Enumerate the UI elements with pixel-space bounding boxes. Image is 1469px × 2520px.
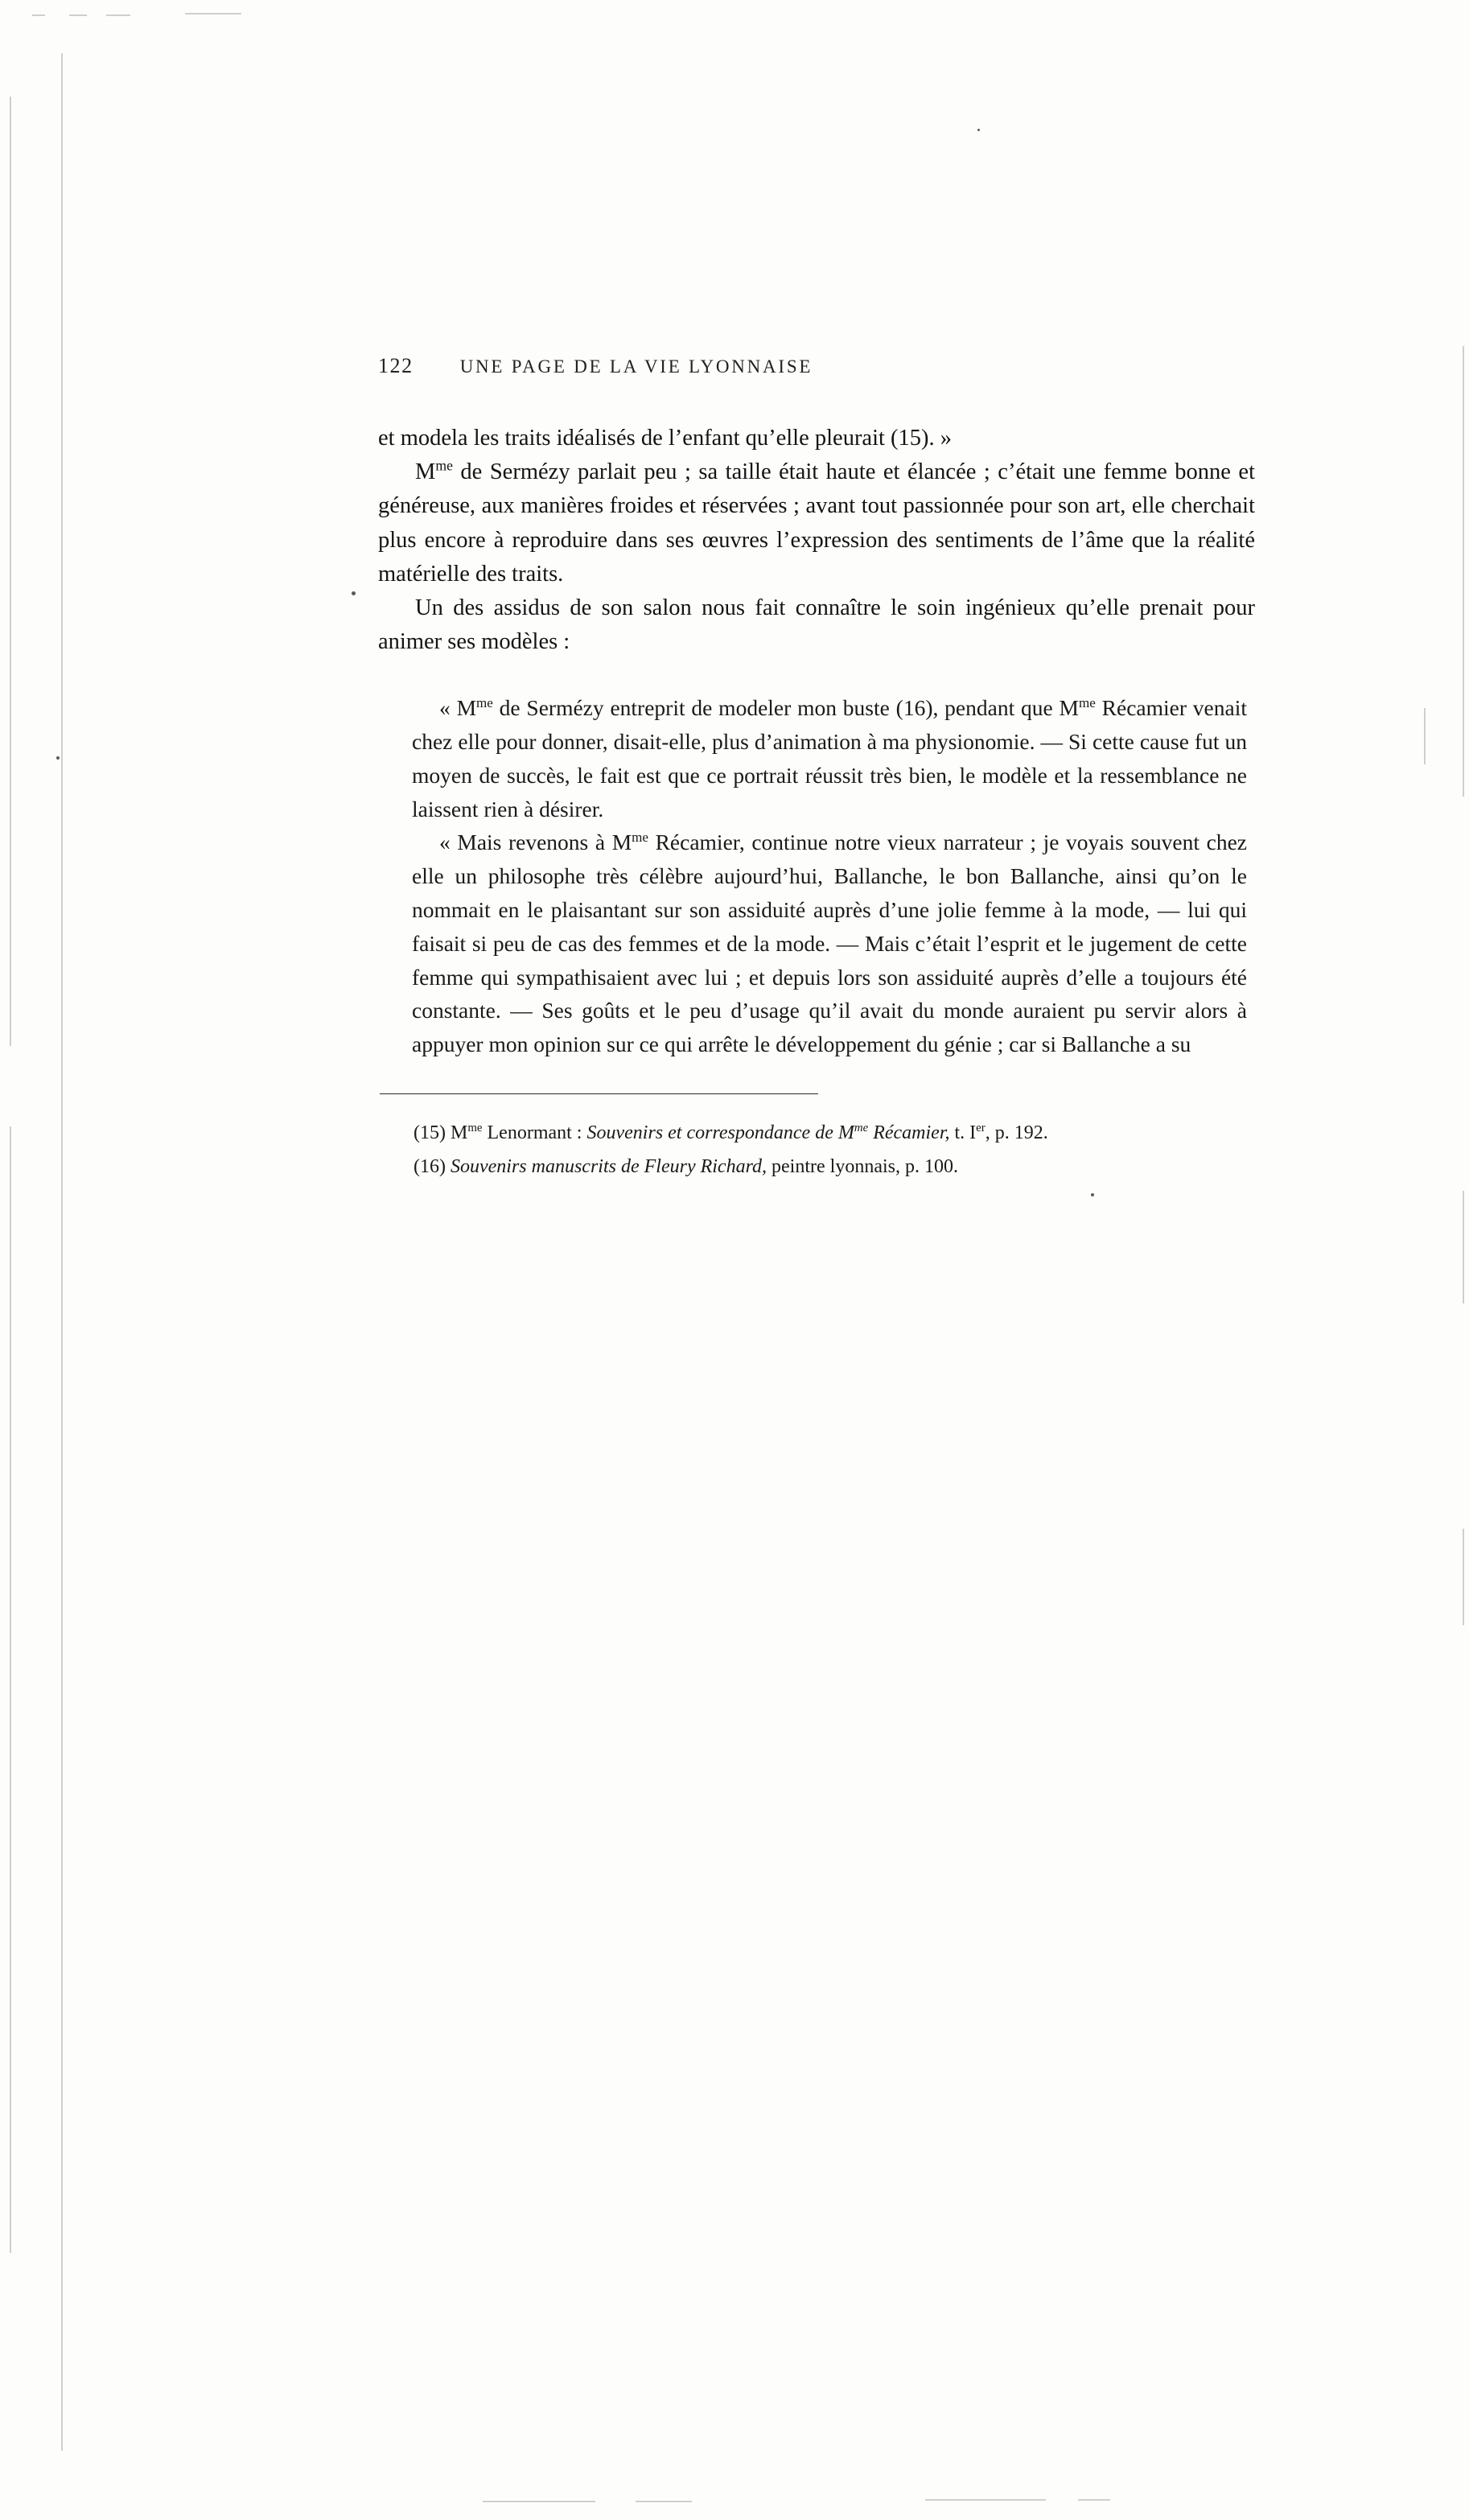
quote-2-b: Récamier, continue notre vieux narrateur ; je voyais souvent chez elle un philosophe très célèbre aujourd’hui, Ballanche, le bon Ballanche, ainsi qu’on le nommait en le plaisantant sur son assiduité auprès d’une jolie femme à la mode, — lui qui faisait si peu de cas des femmes et de la mode. — Mais c’était l’esprit et le jugement de cette femme qui sympathisaient avec lui ; et depuis lors son assiduité auprès d’elle a toujours été constante. — Ses goûts et le peu d’usage qu’il avait du monde auraient pu servir alors à appuyer mon opinion sur ce qui arrête le développement du génie ; car si Ballanche a su — [412, 830, 1247, 1057]
scan-edge-mark — [69, 14, 87, 16]
quote-2-a: « Mais revenons à M — [439, 830, 632, 855]
page-content — [378, 354, 1255, 1181]
quote-1-a: « M — [439, 695, 477, 721]
scan-edge-mark — [32, 14, 45, 16]
running-head — [378, 354, 1255, 378]
scan-edge-mark — [10, 1126, 11, 2253]
footnotes — [378, 1118, 1255, 1181]
scan-edge-mark — [185, 13, 241, 14]
abbrev-superscript: er — [976, 1121, 986, 1134]
abbrev-superscript: me — [1079, 695, 1096, 711]
scan-edge-mark — [1463, 1529, 1464, 1625]
scan-edge-mark — [1078, 2499, 1110, 2501]
footnote-15-b: Lenormant : — [482, 1122, 587, 1143]
abbrev-superscript: me — [476, 695, 493, 711]
quote-1-c: Récamier venait chez elle pour donner, disait-elle, plus d’animation à ma physionomie. — Si cette cause fut un moyen de succès, le fait est que ce portrait réussit très bien, le modèle et la ressemblance ne laissent rien à désirer. — [412, 695, 1248, 821]
scan-edge-mark — [1463, 346, 1464, 797]
running-head-title: UNE PAGE DE LA VIE LYONNAISE — [459, 356, 813, 377]
abbrev-superscript: me — [435, 457, 453, 474]
quote-paragraph-1 — [412, 691, 1247, 826]
quote-paragraph-2 — [412, 826, 1247, 1061]
quote-1-b: de Sermézy entreprit de modeler mon buste (16), pendant que M — [492, 695, 1080, 721]
footnote-15-a: M — [450, 1122, 468, 1143]
footnote-15-title-end: Récamier, — [868, 1122, 950, 1143]
scan-speck — [977, 129, 980, 131]
footnote-16 — [378, 1152, 1255, 1181]
footnote-16-title: Souvenirs manuscrits de Fleury Richard, — [450, 1155, 767, 1177]
blockquote — [378, 691, 1255, 1061]
scan-edge-mark — [1424, 708, 1426, 764]
footnote-15-title: Souvenirs et correspondance de M — [586, 1122, 854, 1143]
footnote-16-rest: peintre lyonnais, p. 100. — [767, 1155, 958, 1177]
scan-edge-mark — [106, 14, 130, 16]
body-text — [378, 422, 1255, 659]
abbrev-superscript: me — [632, 830, 648, 846]
footnote-15-number: (15) — [414, 1122, 451, 1143]
paragraph-3: Un des assidus de son salon nous fait connaître le soin ingénieux qu’elle prenait pour animer ses modèles : — [378, 595, 1255, 655]
scan-edge-mark — [10, 97, 11, 1046]
scan-speck — [56, 756, 60, 760]
footnote-15-c: t. I — [954, 1122, 977, 1143]
scan-edge-mark — [61, 53, 63, 2451]
page-number: 122 — [378, 354, 414, 377]
paragraph-2-text: de Sermézy parlait peu ; sa taille était haute et élancée ; c’était une femme bonne et généreuse, aux manières froides et réservées ; avant tout passionnée pour son art, elle cherchait plus encore à reproduire dans ses œuvres l’expression des sentiments de l’âme que la réalité matérielle des traits. — [378, 459, 1255, 587]
footnote-16-number: (16) — [414, 1155, 451, 1177]
paragraph-2 — [378, 455, 1255, 591]
paragraph-2-prefix: M — [415, 459, 436, 485]
scan-edge-mark — [925, 2499, 1046, 2501]
scan-speck — [1091, 1193, 1094, 1196]
scan-edge-mark — [483, 2501, 595, 2502]
scan-edge-mark — [636, 2501, 692, 2502]
scan-edge-mark — [1463, 1191, 1464, 1303]
footnote-15 — [378, 1118, 1255, 1147]
footnote-separator-rule — [380, 1093, 818, 1094]
abbrev-superscript: me — [467, 1121, 483, 1134]
scan-speck — [352, 591, 356, 595]
paragraph-1: et modela les traits idéalisés de l’enfant qu’elle pleurait (15). » — [378, 426, 953, 451]
abbrev-superscript: me — [854, 1121, 869, 1134]
footnote-15-d: , p. 192. — [985, 1122, 1048, 1143]
